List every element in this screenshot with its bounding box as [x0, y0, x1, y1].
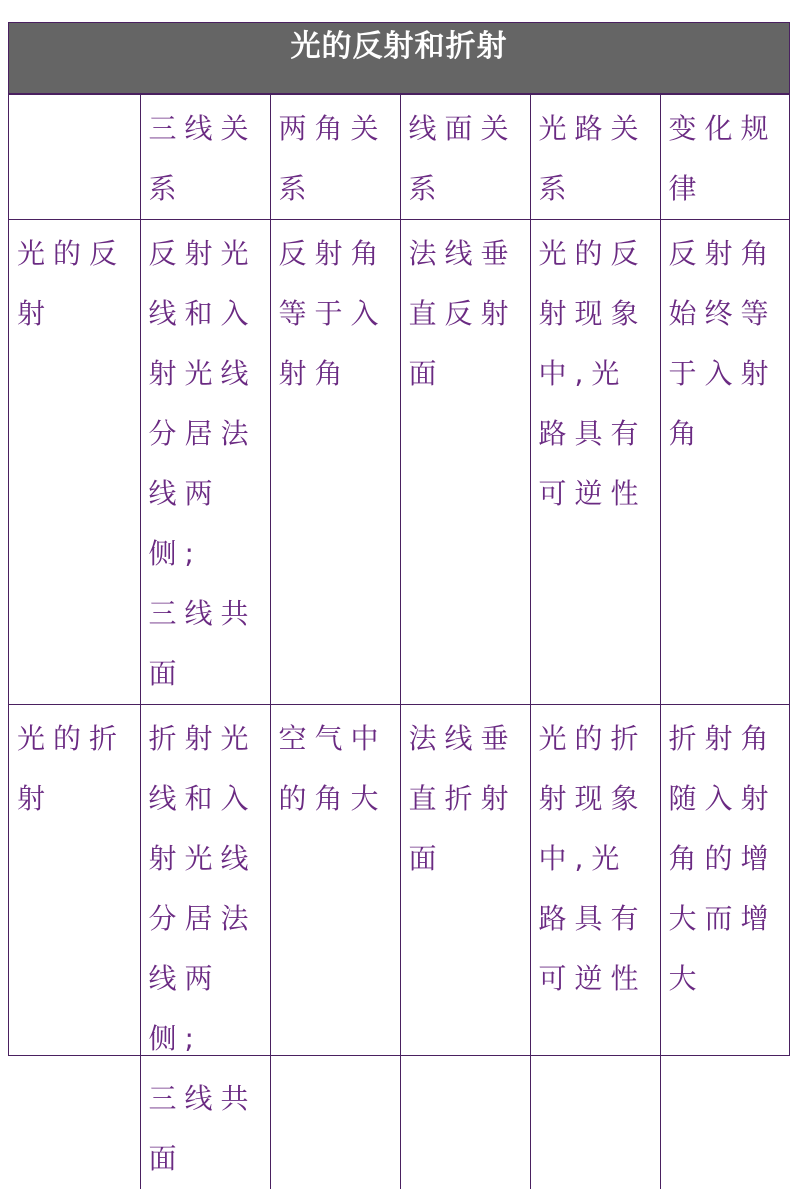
table-cell: 折射角随入射角的增大而增大	[660, 705, 789, 1189]
header-cell-line-plane: 线面关系	[400, 95, 530, 220]
table-cell: 光的反射现象中,光路具有可逆性	[530, 220, 660, 705]
header-cell-three-lines: 三线关系	[140, 95, 270, 220]
table-cell: 反射角始终等于入射角	[660, 220, 789, 705]
row-label-reflection: 光的反射	[9, 220, 140, 705]
header-cell-corner	[9, 95, 140, 220]
table-cell: 反射角等于入射角	[270, 220, 400, 705]
table-cell: 空气中的角大	[270, 705, 400, 1189]
table-frame	[8, 22, 790, 1056]
header-cell-two-angles: 两角关系	[270, 95, 400, 220]
comparison-table	[9, 95, 789, 1189]
table-title: 光的反射和折射	[9, 23, 789, 95]
row-label-refraction: 光的折射	[9, 705, 140, 1189]
table-row	[9, 705, 789, 1189]
header-row	[9, 95, 789, 220]
table-cell: 法线垂直折射面	[400, 705, 530, 1189]
header-cell-change-law: 变化规律	[660, 95, 789, 220]
table-cell: 反射光线和入射光线分居法 线两侧; 三线共面	[140, 220, 270, 705]
table-row	[9, 220, 789, 705]
header-cell-light-path: 光路关系	[530, 95, 660, 220]
table-cell: 光的折射现象中,光路具有可逆性	[530, 705, 660, 1189]
table-cell: 折射光线和入射光线分居法 线两侧; 三线共面	[140, 705, 270, 1189]
table-cell: 法线垂直反射面	[400, 220, 530, 705]
